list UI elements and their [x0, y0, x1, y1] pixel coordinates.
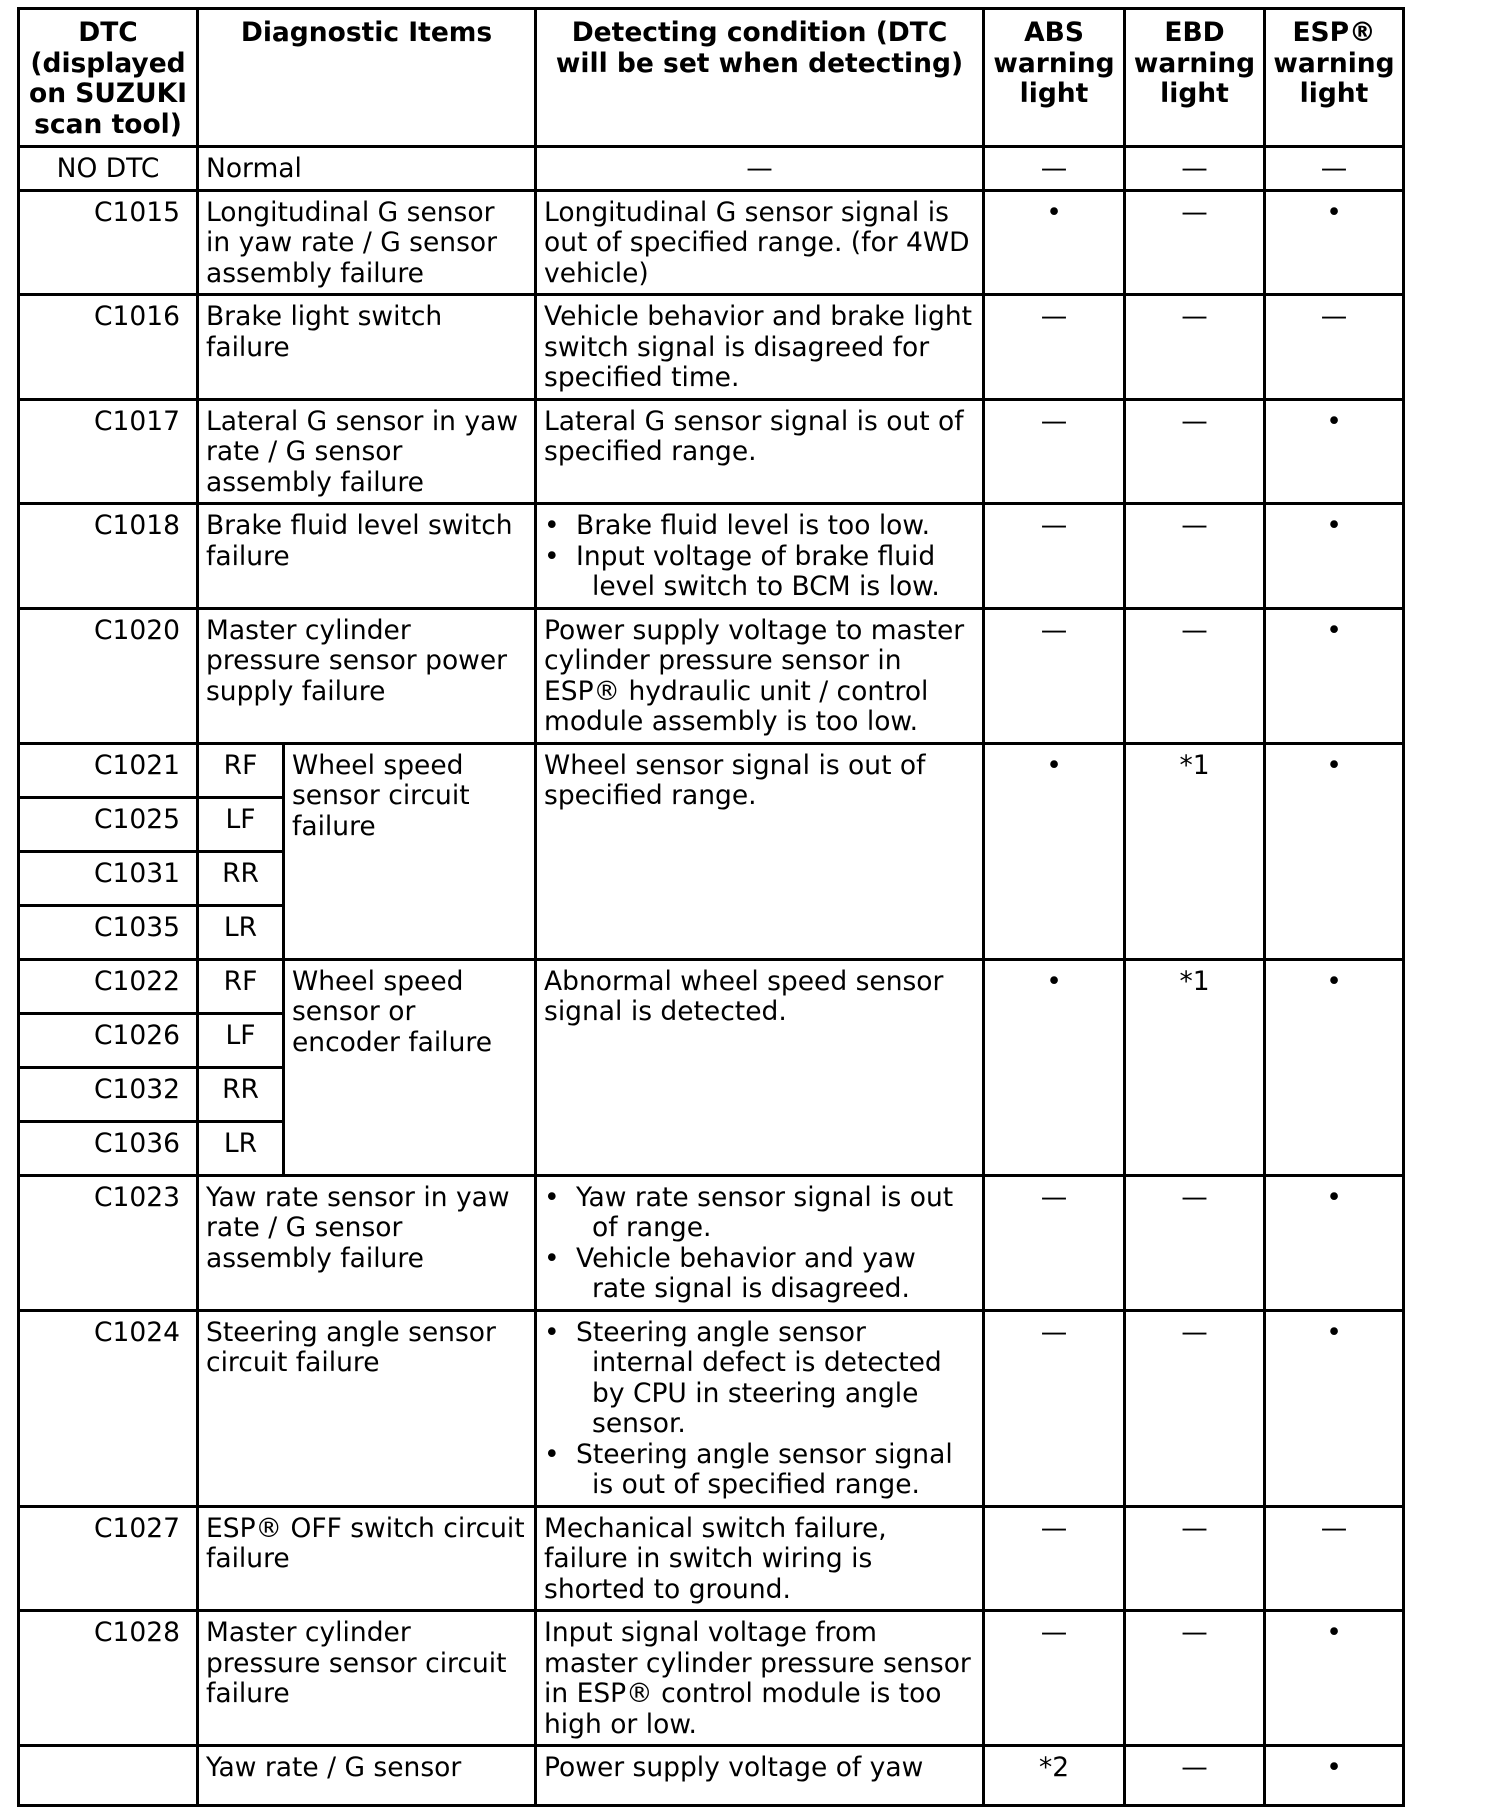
wheel-position: LR	[198, 1121, 284, 1175]
abs-mark: *2	[984, 1746, 1125, 1806]
diagnostic-item: Yaw rate / G sensor	[198, 1746, 536, 1806]
dtc-code: C1036	[19, 1121, 198, 1175]
abs-mark: —	[984, 1175, 1125, 1310]
detecting-condition	[536, 1310, 984, 1506]
detecting-condition: Power supply voltage of yaw	[536, 1746, 984, 1806]
ebd-mark: —	[1125, 1611, 1265, 1746]
abs-mark: —	[984, 147, 1125, 191]
table-header-row	[19, 9, 1404, 147]
table-row	[19, 147, 1404, 191]
condition-bullet: • Steering angle sensor internal defect is detected by CPU in steering angle sensor.	[544, 1318, 975, 1440]
ebd-mark: —	[1125, 399, 1265, 504]
wheel-position: RF	[198, 743, 284, 797]
ebd-mark: —	[1125, 190, 1265, 295]
header-diagnostic-items: Diagnostic Items	[198, 9, 536, 147]
abs-mark: •	[984, 190, 1125, 295]
dtc-code: C1023	[19, 1175, 198, 1310]
table-row	[19, 1506, 1404, 1611]
dtc-code	[19, 1746, 198, 1806]
condition-bullet: • Brake fluid level is too low.	[544, 511, 975, 542]
diagnostic-item: Master cylinder pressure sensor circuit failure	[198, 1611, 536, 1746]
table-row	[19, 504, 1404, 609]
ebd-mark: —	[1125, 1310, 1265, 1506]
table-row	[19, 608, 1404, 743]
header-esp-warning-light: ESP® warning light	[1265, 9, 1404, 147]
esp-mark: •	[1265, 399, 1404, 504]
condition-bullet: • Steering angle sensor signal is out of specified range.	[544, 1440, 975, 1501]
diagnostic-item: Longitudinal G sensor in yaw rate / G sensor assembly failure	[198, 190, 536, 295]
dtc-code: C1028	[19, 1611, 198, 1746]
dtc-code: C1032	[19, 1067, 198, 1121]
condition-bullet-list	[544, 1183, 975, 1305]
dtc-code: C1026	[19, 1013, 198, 1067]
dtc-code: C1017	[19, 399, 198, 504]
abs-mark: —	[984, 399, 1125, 504]
detecting-condition: Vehicle behavior and brake light switch signal is disagreed for specified time.	[536, 295, 984, 400]
diagnostic-item: ESP® OFF switch circuit failure	[198, 1506, 536, 1611]
ebd-mark: —	[1125, 1506, 1265, 1611]
condition-bullet: • Input voltage of brake fluid level switch to BCM is low.	[544, 542, 975, 603]
dtc-code: C1024	[19, 1310, 198, 1506]
wheel-position: LR	[198, 905, 284, 959]
table-row	[19, 190, 1404, 295]
ebd-mark: —	[1125, 608, 1265, 743]
abs-mark: —	[984, 1506, 1125, 1611]
esp-mark: •	[1265, 1746, 1404, 1806]
dtc-code: C1027	[19, 1506, 198, 1611]
diagnostic-item: Master cylinder pressure sensor power supply failure	[198, 608, 536, 743]
dtc-code: C1025	[19, 797, 198, 851]
diagnostic-item: Yaw rate sensor in yaw rate / G sensor assembly failure	[198, 1175, 536, 1310]
dtc-code: C1035	[19, 905, 198, 959]
detecting-condition: Abnormal wheel speed sensor signal is detected.	[536, 959, 984, 1175]
esp-mark: •	[1265, 504, 1404, 609]
ebd-mark: —	[1125, 295, 1265, 400]
table-row	[19, 399, 1404, 504]
detecting-condition: Lateral G sensor signal is out of specified range.	[536, 399, 984, 504]
ebd-mark: *1	[1125, 959, 1265, 1175]
diagnostic-item: Wheel speed sensor or encoder failure	[284, 959, 536, 1175]
ebd-mark: —	[1125, 1746, 1265, 1806]
esp-mark: •	[1265, 1611, 1404, 1746]
diagnostic-item: Lateral G sensor in yaw rate / G sensor assembly failure	[198, 399, 536, 504]
detecting-condition: Input signal voltage from master cylinder pressure sensor in ESP® control module is too high or low.	[536, 1611, 984, 1746]
esp-mark: •	[1265, 608, 1404, 743]
detecting-condition	[536, 504, 984, 609]
dtc-code: C1015	[19, 190, 198, 295]
esp-mark: —	[1265, 1506, 1404, 1611]
diagnostic-item: Wheel speed sensor circuit failure	[284, 743, 536, 959]
abs-mark: —	[984, 1611, 1125, 1746]
abs-mark: •	[984, 959, 1125, 1175]
diagnostic-item: Normal	[198, 147, 536, 191]
dtc-code: C1022	[19, 959, 198, 1013]
dtc-code: C1020	[19, 608, 198, 743]
diagnostic-item: Brake fluid level switch failure	[198, 504, 536, 609]
table-row	[19, 959, 1404, 1013]
detecting-condition: Mechanical switch failure, failure in switch wiring is shorted to ground.	[536, 1506, 984, 1611]
detecting-condition: Power supply voltage to master cylinder pressure sensor in ESP® hydraulic unit / control module assembly is too low.	[536, 608, 984, 743]
detecting-condition: Longitudinal G sensor signal is out of specified range. (for 4WD vehicle)	[536, 190, 984, 295]
condition-bullet-list	[544, 511, 975, 603]
header-ebd-warning-light: EBD warning light	[1125, 9, 1265, 147]
wheel-position: RF	[198, 959, 284, 1013]
table-row	[19, 295, 1404, 400]
esp-mark: •	[1265, 1310, 1404, 1506]
wheel-position: RR	[198, 851, 284, 905]
dtc-table	[17, 7, 1405, 1807]
detecting-condition: —	[536, 147, 984, 191]
ebd-mark: —	[1125, 1175, 1265, 1310]
detecting-condition	[536, 1175, 984, 1310]
esp-mark: •	[1265, 1175, 1404, 1310]
abs-mark: —	[984, 608, 1125, 743]
table-row	[19, 1175, 1404, 1310]
esp-mark: •	[1265, 959, 1404, 1175]
header-detecting-condition: Detecting condition (DTC will be set when detecting)	[536, 9, 984, 147]
ebd-mark: —	[1125, 147, 1265, 191]
diagnostic-item: Brake light switch failure	[198, 295, 536, 400]
header-dtc: DTC (displayed on SUZUKI scan tool)	[19, 9, 198, 147]
abs-mark: —	[984, 1310, 1125, 1506]
ebd-mark: —	[1125, 504, 1265, 609]
dtc-table-container	[17, 7, 1404, 1783]
esp-mark: —	[1265, 147, 1404, 191]
esp-mark: •	[1265, 190, 1404, 295]
wheel-position: LF	[198, 797, 284, 851]
condition-bullet-list	[544, 1318, 975, 1501]
abs-mark: —	[984, 504, 1125, 609]
abs-mark: —	[984, 295, 1125, 400]
table-row	[19, 743, 1404, 797]
table-row	[19, 1310, 1404, 1506]
condition-bullet: • Yaw rate sensor signal is out of range.	[544, 1183, 975, 1244]
esp-mark: —	[1265, 295, 1404, 400]
esp-mark: •	[1265, 743, 1404, 959]
ebd-mark: *1	[1125, 743, 1265, 959]
wheel-position: LF	[198, 1013, 284, 1067]
dtc-code: NO DTC	[19, 147, 198, 191]
dtc-code: C1018	[19, 504, 198, 609]
dtc-code: C1021	[19, 743, 198, 797]
wheel-position: RR	[198, 1067, 284, 1121]
condition-bullet: • Vehicle behavior and yaw rate signal is disagreed.	[544, 1244, 975, 1305]
abs-mark: •	[984, 743, 1125, 959]
dtc-code: C1016	[19, 295, 198, 400]
diagnostic-item: Steering angle sensor circuit failure	[198, 1310, 536, 1506]
header-abs-warning-light: ABS warning light	[984, 9, 1125, 147]
dtc-code: C1031	[19, 851, 198, 905]
detecting-condition: Wheel sensor signal is out of specified range.	[536, 743, 984, 959]
table-row	[19, 1746, 1404, 1806]
table-row	[19, 1611, 1404, 1746]
